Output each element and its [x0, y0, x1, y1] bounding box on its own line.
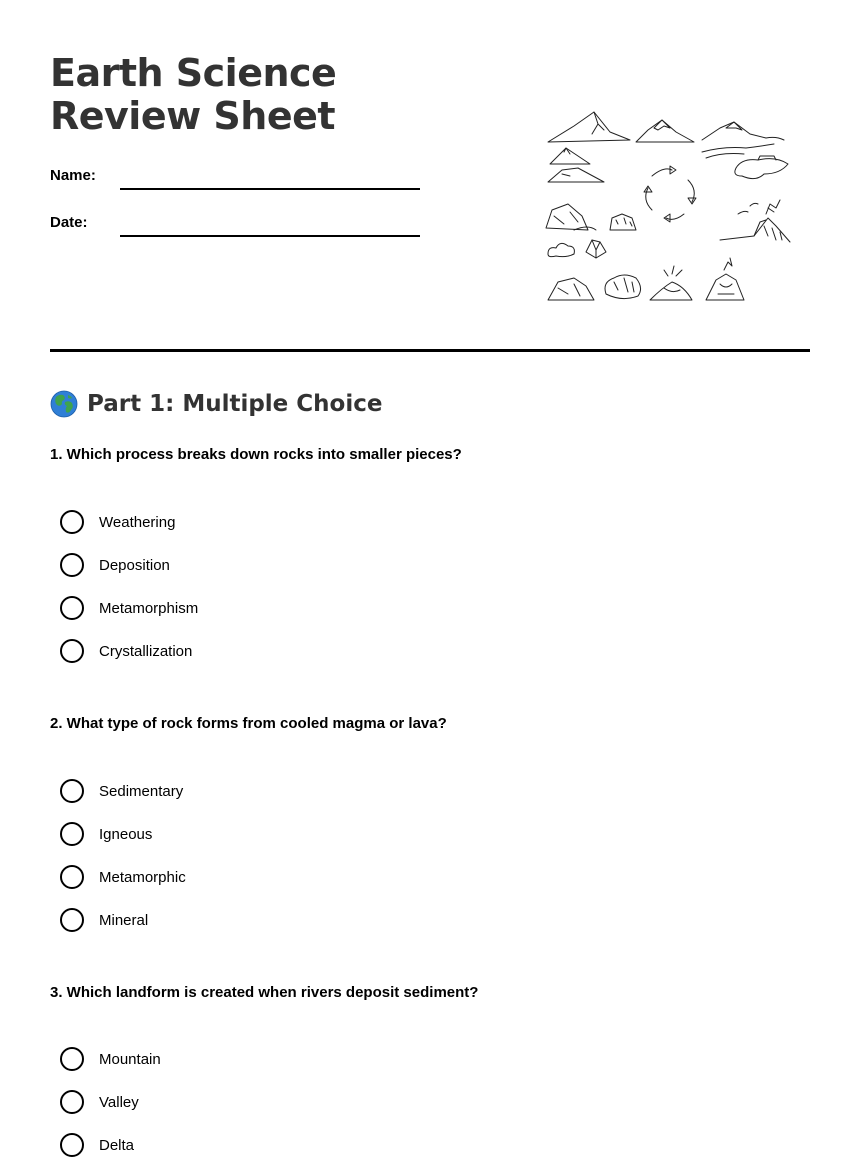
radio-button[interactable] — [60, 822, 84, 846]
radio-button[interactable] — [60, 596, 84, 620]
option-label: Sedimentary — [99, 782, 184, 800]
q2-option-2[interactable] — [60, 821, 152, 847]
radio-button[interactable] — [60, 639, 84, 663]
question-3: 3. Which landform is created when rivers deposit sediment? — [50, 984, 479, 1001]
name-field[interactable] — [120, 188, 420, 190]
radio-button[interactable] — [60, 1047, 84, 1071]
q2-option-4[interactable] — [60, 907, 148, 933]
q1-option-2[interactable] — [60, 552, 170, 578]
date-label: Date: — [50, 214, 88, 231]
radio-button[interactable] — [60, 1133, 84, 1157]
radio-button[interactable] — [60, 908, 84, 932]
name-label: Name: — [50, 167, 96, 184]
q1-option-1[interactable] — [60, 509, 175, 535]
page-title: Earth Science Review Sheet — [50, 51, 337, 138]
date-field-row — [50, 207, 420, 237]
section-divider — [50, 349, 810, 352]
part1-title: Part 1: Multiple Choice — [87, 391, 383, 417]
earth-science-illustration — [544, 104, 794, 308]
option-label: Weathering — [99, 513, 176, 531]
radio-button[interactable] — [60, 553, 84, 577]
review-sheet — [50, 0, 810, 1161]
option-label: Mineral — [99, 911, 149, 929]
option-label: Valley — [99, 1093, 139, 1111]
part1-header — [50, 388, 382, 420]
radio-button[interactable] — [60, 510, 84, 534]
q1-option-4[interactable] — [60, 638, 192, 664]
option-label: Metamorphism — [99, 599, 199, 617]
option-label: Mountain — [99, 1050, 161, 1068]
q2-option-3[interactable] — [60, 864, 186, 890]
radio-button[interactable] — [60, 1090, 84, 1114]
question-2: 2. What type of rock forms from cooled magma or lava? — [50, 715, 447, 732]
option-label: Delta — [99, 1136, 135, 1154]
globe-emoji-icon — [50, 390, 78, 418]
date-field[interactable] — [120, 235, 420, 237]
option-label: Crystallization — [99, 642, 193, 660]
question-1: 1. Which process breaks down rocks into smaller pieces? — [50, 446, 462, 463]
option-label: Deposition — [99, 556, 170, 574]
option-label: Metamorphic — [99, 868, 186, 886]
q2-option-1[interactable] — [60, 778, 183, 804]
q3-option-3[interactable] — [60, 1132, 134, 1158]
radio-button[interactable] — [60, 865, 84, 889]
radio-button[interactable] — [60, 779, 84, 803]
q1-option-3[interactable] — [60, 595, 198, 621]
q3-option-1[interactable] — [60, 1046, 161, 1072]
option-label: Igneous — [99, 825, 153, 843]
q3-option-2[interactable] — [60, 1089, 139, 1115]
name-field-row — [50, 160, 420, 190]
